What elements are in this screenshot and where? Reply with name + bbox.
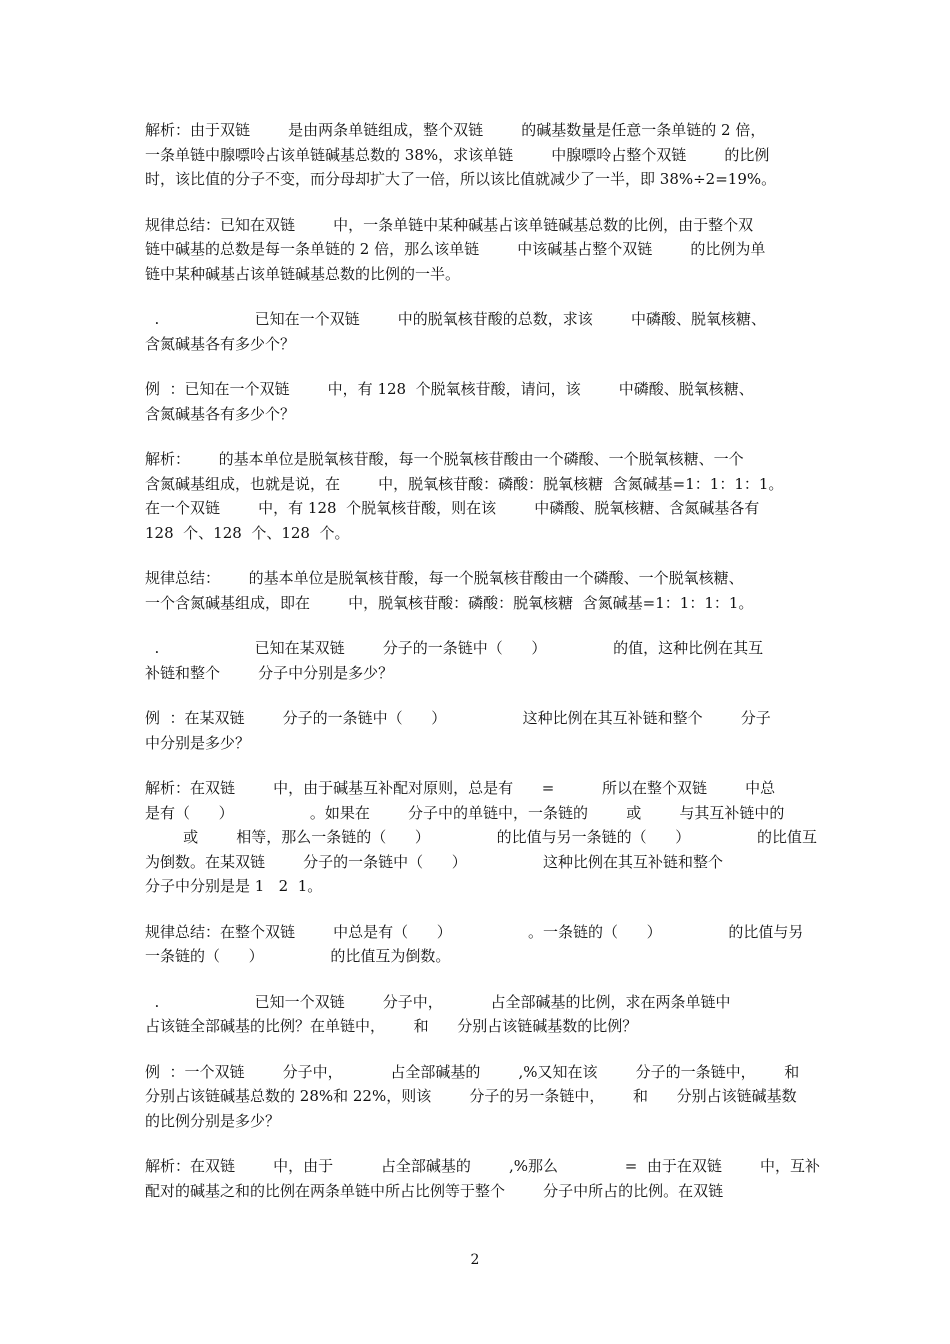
- text-line: 解析： 的基本单位是脱氧核苷酸，每一个脱氧核苷酸由一个磷酸、一个脱氧核糖、一个: [145, 450, 744, 468]
- analysis-paragraph-4: [145, 1154, 820, 1203]
- analysis-paragraph-2: [145, 447, 810, 545]
- text-line: 规律总结： 的基本单位是脱氧核苷酸，每一个脱氧核苷酸由一个磷酸、一个脱氧核糖、: [145, 569, 744, 587]
- text-line: 一条链的（ ） 的比值互为倒数。: [145, 947, 451, 965]
- text-line: 配对的碱基之和的比例在两条单链中所占比例等于整个 分子中所占的比例。在双链: [145, 1181, 724, 1200]
- text-line: 例 ：一个双链 分子中， 占全部碱基的 ,%又知在该 分子的一条链中， 和: [145, 1062, 800, 1081]
- text-line: 解析：在双链 中，由于碱基互补配对原则，总是有 = 所以在整个双链 中总: [145, 779, 776, 797]
- text-line: 时，该比值的分子不变，而分母却扩大了一倍，所以该比值就减少了一半，即 38%÷2=19%。: [145, 170, 777, 188]
- text-line: 分别占该链碱基总数的 28%和 22%，则该 分子的另一条链中， 和 分别占该链碱基数: [145, 1087, 797, 1105]
- text-line: 含氮碱基各有多少个？: [145, 334, 296, 353]
- question-heading-1: [145, 307, 810, 356]
- text-line: 中分别是多少？: [145, 733, 251, 752]
- question-heading-2: [145, 636, 810, 685]
- text-line: 例 ：在某双链 分子的一条链中（ ） 这种比例在其互补链和整个 分子: [145, 709, 771, 727]
- text-line: 解析：由于双链 是由两条单链组成，整个双链 的碱基数量是任意一条单链的 2 倍，: [145, 121, 766, 139]
- text-line: 规律总结：在整个双链 中总是有（ ） 。一条链的（ ） 的比值与另: [145, 922, 804, 941]
- text-line: 解析：在双链 中，由于 占全部碱基的 ,%那么 = 由于在双链 中，互补: [145, 1157, 820, 1175]
- text-line: 为倒数。在某双链 分子的一条链中（ ） 这种比例在其互补链和整个: [145, 852, 724, 871]
- text-line: 含氮碱基各有多少个？: [145, 404, 296, 423]
- text-line: . 已知一个双链 分子中， 占全部碱基的比例，求在两条单链中: [145, 992, 731, 1011]
- example-3: [145, 1060, 810, 1134]
- text-line: 一个含氮碱基组成，即在 中，脱氧核苷酸：磷酸：脱氧核糖 含氮碱基=1：1：1：1。: [145, 593, 754, 612]
- analysis-paragraph-3: [145, 776, 818, 899]
- document-body: [145, 118, 820, 1224]
- rule-summary-3: [145, 920, 810, 969]
- text-line: 在一个双链 中，有 128 个脱氧核苷酸，则在该 中磷酸、脱氧核糖、含氮碱基各有: [145, 499, 760, 517]
- text-line: 的比例分别是多少？: [145, 1111, 281, 1130]
- rule-summary-1: [145, 213, 810, 287]
- rule-summary-2: [145, 566, 810, 615]
- text-line: 是有（ ） 。如果在 分子中的单链中，一条链的 或 与其互补链中的: [145, 803, 785, 822]
- example-2: [145, 706, 810, 755]
- text-line: 占该链全部碱基的比例？在单链中， 和 分别占该链碱基数的比例？: [145, 1017, 638, 1035]
- text-line: 128 个、128 个、128 个。: [145, 523, 350, 542]
- page-number: 2: [470, 1252, 480, 1268]
- text-line: 链中碱基的总数是每一条单链的 2 倍，那么该单链 中该碱基占整个双链 的比例为单: [145, 240, 766, 258]
- text-line: 链中某种碱基占该单链碱基总数的比例的一半。: [145, 264, 461, 283]
- text-line: 分子中分别是是 1 2 1。: [145, 877, 323, 895]
- question-heading-3: [145, 990, 810, 1039]
- text-line: 例 ：已知在一个双链 中，有 128 个脱氧核苷酸，请问，该 中磷酸、脱氧核糖、: [145, 380, 754, 398]
- text-line: . 已知在某双链 分子的一条链中（ ） 的值，这种比例在其互: [145, 639, 764, 657]
- text-line: 规律总结：已知在双链 中，一条单链中某种碱基占该单链碱基总数的比例，由于整个双: [145, 215, 754, 234]
- text-line: 或 相等，那么一条链的（ ） 的比值与另一条链的（ ） 的比值互: [145, 828, 818, 846]
- text-line: 一条单链中腺嘌呤占该单链碱基总数的 38%，求该单链 中腺嘌呤占整个双链 的比例: [145, 145, 770, 164]
- text-line: 补链和整个 分子中分别是多少？: [145, 663, 394, 682]
- example-1: [145, 377, 810, 426]
- text-line: . 已知在一个双链 中的脱氧核苷酸的总数，求该 中磷酸、脱氧核糖、: [145, 310, 766, 328]
- analysis-paragraph-1: [145, 118, 810, 192]
- text-line: 含氮碱基组成，也就是说，在 中，脱氧核苷酸：磷酸：脱氧核糖 含氮碱基=1：1：1：1。: [145, 474, 784, 493]
